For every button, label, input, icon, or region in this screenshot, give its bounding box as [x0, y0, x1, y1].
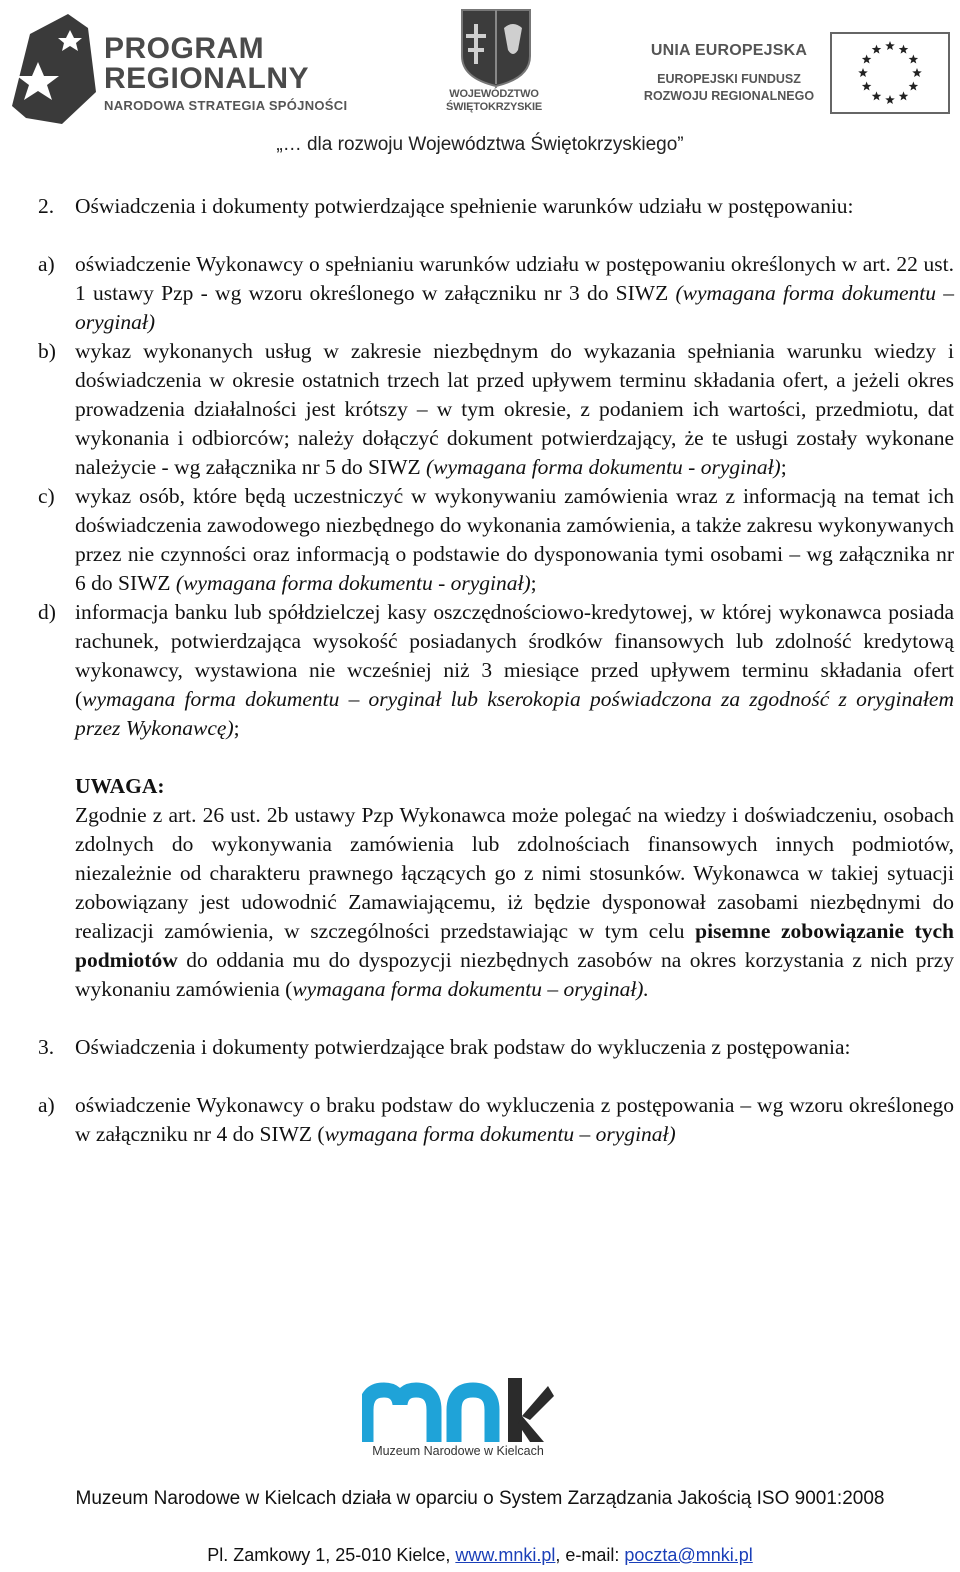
list-item-3a	[38, 1091, 954, 1149]
list-marker: d)	[38, 600, 56, 624]
list-marker: c)	[38, 484, 55, 508]
tagline: „… dla rozwoju Województwa Świętokrzyskiego”	[276, 134, 684, 155]
note-title: UWAGA:	[75, 774, 165, 798]
unia-europejska-wordmark	[634, 42, 824, 104]
list-marker: b)	[38, 339, 56, 363]
note-text: Zgodnie z art. 26 ust. 2b ustawy Pzp Wykonawca może polegać na wiedzy i doświadczeniu, osobach zdolnych do wykonywania zamówienia lub zdolnościach finansowych innych podmiotów, niezależnie od charakteru prawnego łączących go z nimi stosunków. Wykonawca w takiej sytuacji zobowiązany jest udowodnić Zamawiającemu, iż będzie dysponował zasobami niezbędnymi do realizacji zamówienia, w szczególności przedstawiając w tym celu pisemne zobowiązanie tych podmiotów do oddania mu do dyspozycji niezbędnych zasobów na okres korzystania z nich przy wykonaniu zamówienia (wymagana forma dokumentu – oryginał).	[75, 803, 954, 1001]
efrr-line2: ROZWOJU REGIONALNEGO	[643, 89, 815, 103]
list-item-2b	[38, 337, 954, 482]
email-link[interactable]: poczta@mnki.pl	[624, 1545, 753, 1565]
list-item-text: wykaz wykonanych usług w zakresie niezbędnym do wykazania spełniania warunku wiedzy i doświadczenia w okresie ostatnich trzech lat przed upływem terminu składania ofert, a jeżeli okres prowadzenia działalności jest krótszy – w tym okresie, z podaniem ich wartości, przedmiotu, dat wykonania i odbiorców; należy dołączyć dokument potwierdzający, że te usługi zostały wykonane należycie - wg załącznika nr 5 do SIWZ (wymagana forma dokumentu - oryginał);	[75, 339, 954, 479]
list-item-2d	[38, 598, 954, 743]
section-3-heading	[38, 1033, 954, 1062]
museum-caption: Muzeum Narodowe w Kielcach	[372, 1444, 544, 1458]
section-2-heading	[38, 192, 954, 221]
contact-line	[0, 1545, 960, 1566]
list-item-2a	[38, 250, 954, 337]
list-item-2c	[38, 482, 954, 598]
section-2-number: 2.	[38, 194, 55, 218]
program-text: PROGRAM	[104, 32, 265, 65]
wojewodztwo-text: WOJEWÓDZTWO	[449, 88, 539, 100]
iso-statement: Muzeum Narodowe w Kielcach działa w oparciu o System Zarządzania Jakością ISO 9001:2008	[75, 1488, 885, 1509]
note-block	[75, 772, 954, 1004]
email-label: , e-mail:	[555, 1545, 625, 1565]
regionalny-text: REGIONALNY	[104, 62, 310, 95]
list-marker: a)	[38, 1093, 55, 1117]
website-link[interactable]: www.mnki.pl	[455, 1545, 556, 1565]
list-marker: a)	[38, 252, 55, 276]
eu-flag-icon	[830, 32, 950, 114]
address-text: Pl. Zamkowy 1, 25-010 Kielce,	[207, 1545, 456, 1565]
list-item-text: wykaz osób, które będą uczestniczyć w wykonywaniu zamówienia wraz z informacją na temat ich doświadczenia zawodowego niezbędnego do wykonania zamówienia, a także zakresu wykonywanych przez nie czynności oraz informacją o podstawie do dysponowania tymi osobami – wg załącznika nr 6 do SIWZ (wymagana forma dokumentu - oryginał);	[75, 484, 954, 595]
strategia-text: NARODOWA STRATEGIA SPÓJNOŚCI	[104, 98, 348, 113]
document-body	[38, 192, 954, 1149]
swietokrzyskie-text: ŚWIĘTOKRZYSKIE	[445, 101, 542, 113]
program-regionalny-wordmark	[104, 34, 347, 113]
list-item-text: oświadczenie Wykonawcy o spełnianiu warunków udziału w postępowaniu określonych w art. 22 ust. 1 ustawy Pzp - wg wzoru określonego w załączniku nr 3 do SIWZ (wymagana forma dokumentu – oryginał)	[75, 252, 954, 334]
section-3-title: Oświadczenia i dokumenty potwierdzające brak podstaw do wykluczenia z postępowania:	[75, 1035, 851, 1059]
list-item-text: informacja banku lub spółdzielczej kasy oszczędnościowo-kredytowej, w której wykonawca posiada rachunek, potwierdzająca wysokość posiadanych środków finansowych lub zdolność kredytową wykonawcy, wystawiona nie wcześniej niż 3 miesiące przed upływem terminu składania ofert (wymagana forma dokumentu – oryginał lub kserokopia poświadczona za zgodność z oryginałem przez Wykonawcę);	[75, 600, 954, 740]
unia-europejska-text: UNIA EUROPEJSKA	[650, 42, 808, 59]
list-item-text: oświadczenie Wykonawcy o braku podstaw do wykluczenia z postępowania – wg wzoru określonego w załączniku nr 4 do SIWZ (wymagana forma dokumentu – oryginał)	[75, 1093, 954, 1146]
wojewodztwo-wordmark	[436, 88, 552, 114]
efrr-line1: EUROPEJSKI FUNDUSZ	[657, 72, 801, 86]
section-3-number: 3.	[38, 1035, 55, 1059]
section-2-title: Oświadczenia i dokumenty potwierdzające spełnienie warunków udziału w postępowaniu:	[75, 194, 854, 218]
